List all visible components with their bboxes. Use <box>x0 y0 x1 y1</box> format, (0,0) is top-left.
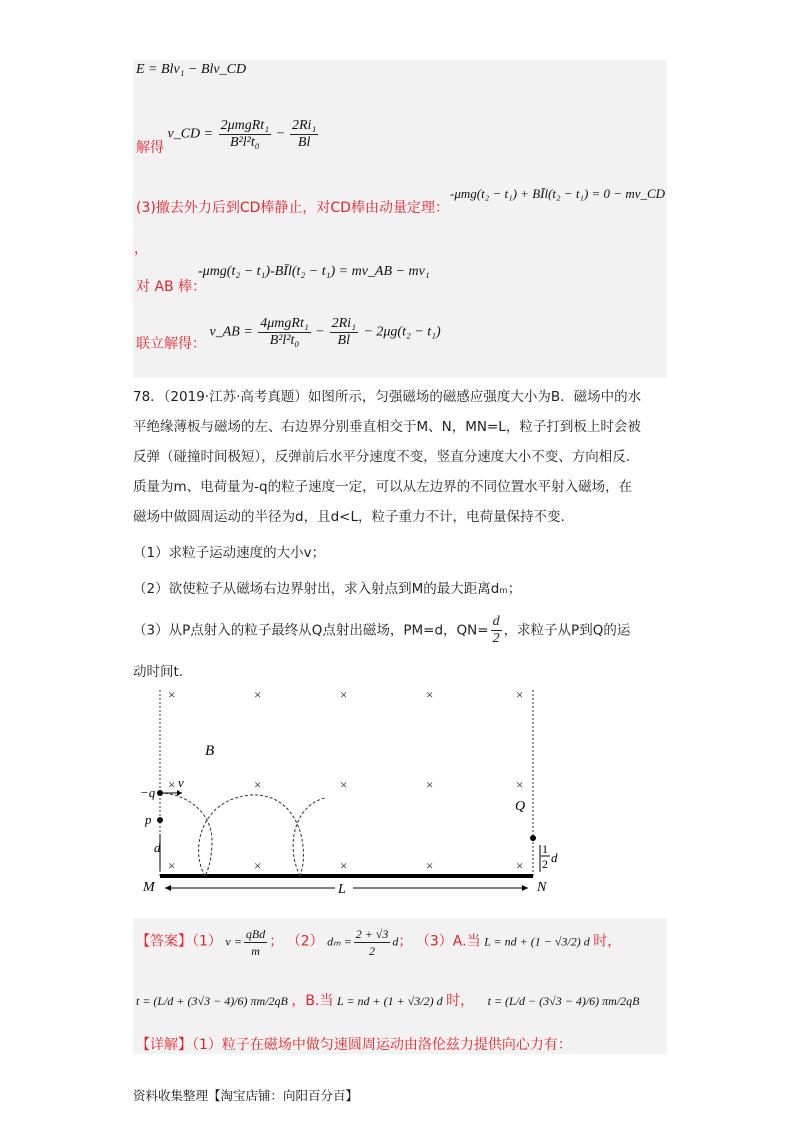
arrowhead-icon <box>177 790 182 796</box>
den: Bl <box>337 333 350 348</box>
answer-line2 <box>136 990 640 1010</box>
t: ； <box>398 933 413 950</box>
detail-line <box>136 1034 572 1054</box>
footer: 资料收集整理【淘宝店铺：向阳百分百】 <box>133 1088 359 1103</box>
question-line: 质量为m、电荷量为-q的粒子速度一定，可以从左边界的不同位置水平射入磁场，在 <box>133 479 633 495</box>
den: 2 <box>369 944 376 958</box>
field-cross-icon: × <box>516 687 524 702</box>
label-d: d <box>154 840 161 855</box>
label-B: B <box>205 743 215 759</box>
label-v: v <box>178 775 184 790</box>
t: dₘ = <box>327 934 352 949</box>
vab-tail: − 2μg(t₂ − t₁) <box>363 324 441 340</box>
t: L = nd + (1 + √3/2) d <box>336 994 443 1008</box>
den: m <box>251 944 260 958</box>
num: qBd <box>245 927 266 941</box>
field-cross-icon: × <box>516 858 524 873</box>
t: （2） <box>286 933 324 950</box>
num: 2 + √3 <box>355 927 389 941</box>
num: 2Ri₁ <box>291 118 317 133</box>
comma: ， <box>134 241 148 257</box>
field-cross-icon: × <box>168 777 176 792</box>
detail-tag: 【详解】 <box>136 1037 192 1053</box>
point-p <box>157 817 163 823</box>
point-Q <box>530 835 536 841</box>
t: d <box>392 934 399 949</box>
den: Bl <box>297 135 311 150</box>
t: v = <box>225 934 242 949</box>
den: B²l²t₀ <box>230 135 260 150</box>
field-cross-icon: × <box>516 777 524 792</box>
field-cross-icon: × <box>168 687 176 702</box>
solve-label: 解得 <box>136 139 164 156</box>
ab-label: 对 AB 棒： <box>136 279 207 295</box>
ab-eq: -μmg(t₂ − t₁)-BĪl(t₂ − t₁) = mv_AB − mv₁ <box>198 264 430 279</box>
text: （3）从P点射入的粒子最终从Q点射出磁场，PM=d，QN= <box>133 622 489 639</box>
t: t = (L/d − (3√3 − 4)/6) πm/2qB <box>487 994 640 1008</box>
joint-label: 联立解得： <box>136 335 206 352</box>
field-cross-icon: × <box>340 687 348 702</box>
t: 时， <box>593 933 622 950</box>
t: t = (L/d + (3√3 − 4)/6) πm/2qB <box>136 994 288 1008</box>
field-cross-icon: × <box>340 777 348 792</box>
field-cross-icon: × <box>254 687 262 702</box>
t: ； <box>269 933 284 950</box>
question-line: 反弹（碰撞时间极短），反弹前后水平分速度不变，竖直分速度大小不变、方向相反. <box>133 449 631 465</box>
label-p: p <box>145 812 152 827</box>
field-cross-icon: × <box>426 858 434 873</box>
step3-eq: -μmg(t₂ − t₁) + BĪl(t₂ − t₁) = 0 − mv_CD <box>450 186 666 201</box>
t: ，B.当 <box>291 993 334 1009</box>
t: （1） <box>192 933 222 950</box>
trajectory-arc <box>199 795 304 876</box>
question-line: 平绝缘薄板与磁场的左、右边界分别垂直相交于M、N，MN=L，粒子打到板上时会被 <box>133 419 641 435</box>
field-cross-icon: × <box>254 777 262 792</box>
field-cross-icon: × <box>254 858 262 873</box>
answer-line1 <box>136 926 621 959</box>
label-half-num: 1 <box>542 842 548 856</box>
eq-vcd: 解得 v_CD = 2μmgRt₁ B²l²t₀ − $\frac{\text{2Ri₁}}{Bl}$ <box>136 118 317 156</box>
den: 2 <box>492 631 500 646</box>
num: 4μmgRt₁ <box>260 316 309 331</box>
num: d <box>492 614 500 629</box>
label-half-den: 2 <box>542 857 548 871</box>
den: B²l²t₀ <box>269 333 300 348</box>
label-N: N <box>537 880 547 895</box>
step3-text: (3)撤去外力后到CD棒静止，对CD棒由动量定理： <box>136 200 449 216</box>
question-part1: （1）求粒子运动速度的大小v； <box>133 545 326 561</box>
t: L = nd + (1 − √3/2) d <box>484 934 590 949</box>
question-part2: （2）欲使粒子从磁场右边界射出，求入射点到M的最大距离dₘ； <box>133 581 522 597</box>
vcd-lhs: v_CD = <box>167 126 214 142</box>
label-half-d: d <box>551 850 558 865</box>
field-cross-icon: × <box>168 858 176 873</box>
text: ，求粒子从P到Q的运 <box>503 622 631 639</box>
question-part3-cont: 动时间t. <box>133 664 184 680</box>
answer-tag: 【答案】 <box>136 933 192 950</box>
label-minus-q: −q <box>140 785 156 800</box>
question-line: 磁场中做圆周运动的半径为d，且d<L，粒子重力不计，电荷量保持不变. <box>133 509 565 525</box>
detail-text: （1）粒子在磁场中做匀速圆周运动由洛伦兹力提供向心力有： <box>192 1037 572 1053</box>
label-Q: Q <box>515 799 526 814</box>
label-L: L <box>338 882 346 897</box>
trajectory-arc <box>293 798 325 876</box>
vab-lhs: v_AB = <box>209 324 253 340</box>
eq-emf: E = Blv₁ − Blv_CD <box>136 62 247 77</box>
num: 2Ri₁ <box>331 316 356 331</box>
field-cross-icon: × <box>426 687 434 702</box>
t: 时， <box>446 993 475 1009</box>
t: （3）A.当 <box>415 933 481 950</box>
field-cross-icon: × <box>426 777 434 792</box>
label-M: M <box>143 880 155 895</box>
eq-vab: 联立解得： v_AB = 4μmgRt₁ B²l²t₀ − $\frac{\text{2Ri₁}}{Bl}$ − 2μg(t₂ − t₁) <box>136 316 441 352</box>
num: 2μmgRt₁ <box>220 118 270 133</box>
question-line: 78．（2019·江苏·高考真题）如图所示，匀强磁场的磁感应强度大小为B．磁场中的水 <box>133 389 642 405</box>
field-cross-icon: × <box>340 858 348 873</box>
